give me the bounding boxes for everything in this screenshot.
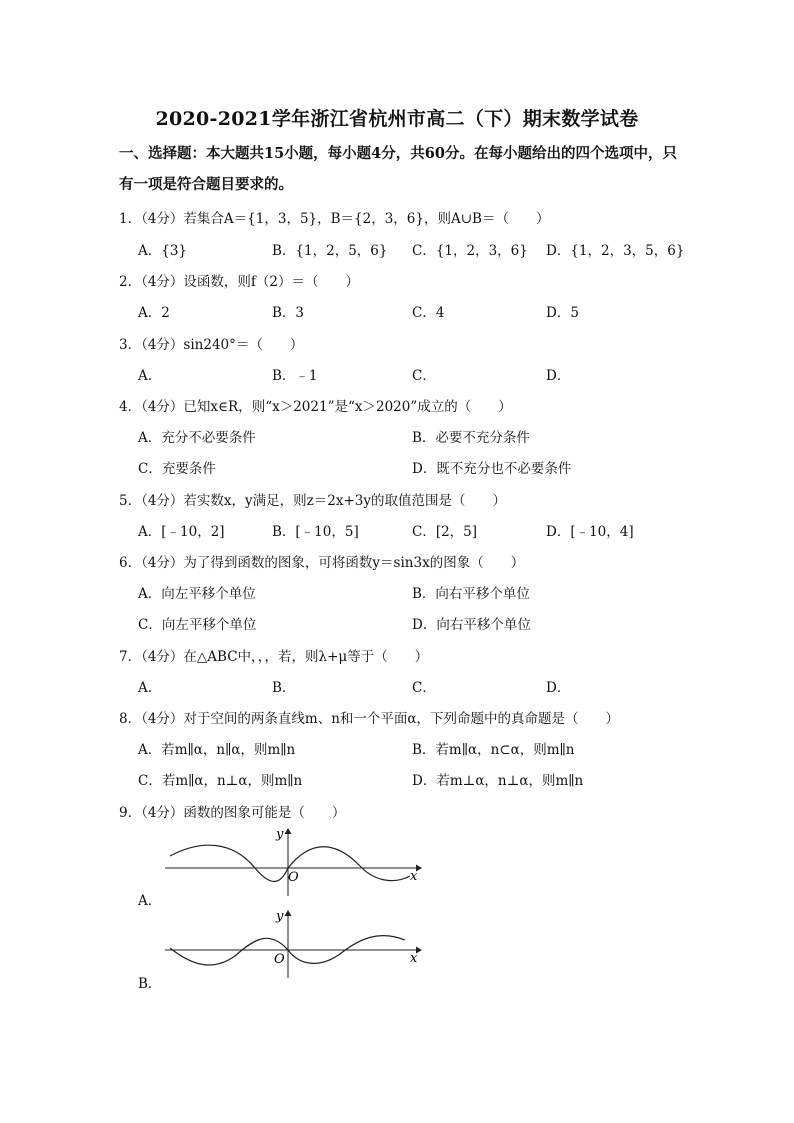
question-5-option-b: B．[﹣10，5] [272, 524, 359, 540]
question-1-option-c: C．{1，2，3，6} [412, 243, 528, 259]
question-2-option-b: B．3 [272, 305, 305, 321]
question-9-option-b: B． [138, 976, 162, 992]
question-8-option-a: A．若m∥α，n∥α，则m∥n [138, 742, 296, 758]
graph-b-origin-label: O [274, 952, 285, 967]
question-1-option-a: A．{3} [138, 243, 188, 259]
question-6-option-a: A．向左平移个单位 [138, 586, 256, 602]
question-9-stem: 9．（4分）函数的图象可能是（ ） [119, 805, 346, 821]
question-5-option-a: A．[﹣10，2] [138, 524, 225, 540]
question-1-option-d: D．{1，2，3，5，6} [546, 243, 685, 259]
question-8-option-c: C．若m∥α，n⊥α，则m∥n [138, 773, 303, 789]
question-4-option-c: C．充要条件 [138, 461, 216, 477]
question-7-option-a: A． [138, 680, 162, 696]
question-7-stem: 7．（4分）在△ABC中，，，若，则λ+μ等于（ ） [119, 649, 429, 665]
section-header-line2: 有一项是符合题目要求的。 [119, 176, 293, 193]
graph-a-origin-label: O [288, 870, 299, 885]
question-3-option-a: A． [138, 368, 162, 384]
question-4-stem: 4．（4分）已知x∈R，则“x＞2021”是“x＞2020”成立的（ ） [119, 399, 512, 415]
question-4-option-d: D．既不充分也不必要条件 [412, 461, 572, 477]
question-5-option-c: C．[2，5] [412, 524, 478, 540]
question-1-option-b: B．{1，2，5，6} [272, 243, 388, 259]
question-4-option-b: B．必要不充分条件 [412, 430, 530, 446]
question-9-graph-b [160, 908, 425, 980]
question-2-option-c: C．4 [412, 305, 445, 321]
graph-a-y-label: y [276, 827, 284, 842]
question-9-option-a: A． [138, 893, 162, 909]
question-9-graph-a [160, 826, 425, 898]
question-4-option-a: A．充分不必要条件 [138, 430, 256, 446]
question-8-stem: 8．（4分）对于空间的两条直线m、n和一个平面α，下列命题中的真命题是（ ） [119, 711, 620, 727]
question-2-option-d: D．5 [546, 305, 579, 321]
question-6-stem: 6．（4分）为了得到函数的图象，可将函数y＝sin3x的图象（ ） [119, 555, 525, 571]
question-3-option-b: B．﹣1 [272, 368, 318, 384]
question-1-stem: 1．（4分）若集合A＝{1，3，5}，B＝{2，3，6}，则A∪B＝（ ） [119, 211, 550, 227]
question-7-option-c: C． [412, 680, 436, 696]
question-7-option-d: D． [546, 680, 571, 696]
graph-b-x-label: x [410, 951, 418, 966]
question-2-option-a: A．2 [138, 305, 170, 321]
question-8-option-b: B．若m∥α，n⊂α，则m∥n [412, 742, 575, 758]
question-5-stem: 5．（4分）若实数x，y满足，则z＝2x+3y的取值范围是（ ） [119, 493, 507, 509]
graph-b-y-label: y [276, 909, 284, 924]
question-8-option-d: D．若m⊥α，n⊥α，则m∥n [412, 773, 584, 789]
question-6-option-d: D．向右平移个单位 [412, 617, 531, 633]
question-3-option-d: D． [546, 368, 571, 384]
question-5-option-d: D．[﹣10，4] [546, 524, 634, 540]
question-2-stem: 2．（4分）设函数，则f（2）＝（ ） [119, 274, 360, 290]
graph-a-x-label: x [410, 869, 418, 884]
page-title: 2020-2021学年浙江省杭州市高二（下）期末数学试卷 [155, 108, 639, 130]
question-6-option-c: C．向左平移个单位 [138, 617, 257, 633]
question-6-option-b: B．向右平移个单位 [412, 586, 530, 602]
question-3-stem: 3．（4分）sin240°＝（ ） [119, 337, 304, 353]
question-3-option-c: C． [412, 368, 436, 384]
section-header-line1: 一、选择题：本大题共15小题，每小题4分，共60分。在每小题给出的四个选项中，只 [119, 145, 677, 162]
question-7-option-b: B． [272, 680, 296, 696]
